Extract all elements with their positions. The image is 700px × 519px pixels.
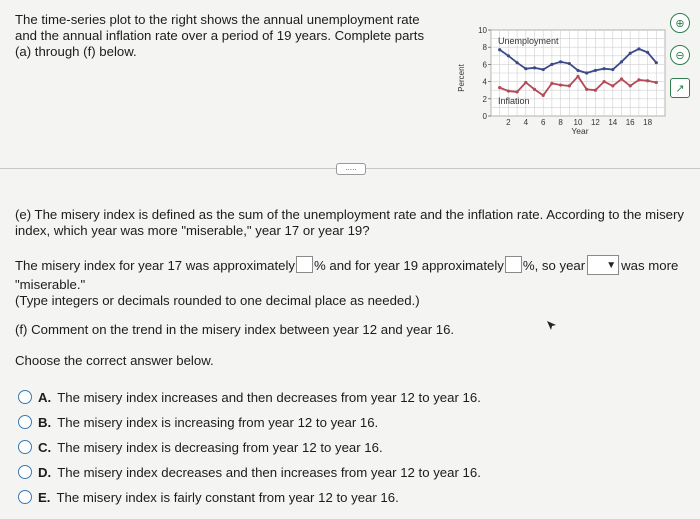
x-tick-label: 10 — [573, 118, 583, 127]
part-f-instruction: Choose the correct answer below. — [15, 353, 214, 368]
series-point-1 — [655, 81, 658, 84]
time-series-chart — [455, 22, 680, 142]
series-point-0 — [637, 47, 640, 50]
series-point-0 — [611, 68, 614, 71]
chevron-down-icon: ▼ — [606, 260, 617, 271]
series-point-0 — [585, 71, 588, 74]
series-point-1 — [646, 79, 649, 82]
zoom-out-icon[interactable]: ⊖ — [670, 45, 690, 65]
option-e[interactable]: E. The misery index is fairly constant from year 12 to year 16. — [18, 490, 399, 506]
radio-icon[interactable] — [18, 465, 32, 479]
series-point-0 — [516, 61, 519, 64]
series-point-1 — [637, 78, 640, 81]
series-point-1 — [568, 84, 571, 87]
x-axis-label: Year — [571, 126, 589, 136]
y-tick-label: 2 — [482, 94, 487, 104]
x-tick-label: 4 — [523, 118, 529, 127]
expand-dots-button[interactable]: ..... — [336, 163, 366, 175]
radio-icon[interactable] — [18, 440, 32, 454]
year-select-dropdown[interactable] — [587, 255, 619, 275]
series-point-1 — [576, 75, 579, 78]
series-point-0 — [568, 62, 571, 65]
part-e-answer-line — [15, 255, 678, 275]
x-tick-label: 6 — [540, 118, 546, 127]
intro-line: The time-series plot to the right shows the annual unemployment rate — [15, 12, 420, 27]
part-e-hint: (Type integers or decimals rounded to one decimal place as needed.) — [15, 293, 420, 308]
x-tick-label: 2 — [506, 118, 511, 127]
answer-pre-text: The misery index for year 17 was approximately — [15, 258, 295, 273]
series-point-1 — [585, 88, 588, 91]
answer-mid2-text: %, so year — [522, 258, 586, 273]
x-tick-label: 18 — [643, 118, 653, 127]
zoom-in-icon[interactable]: ⊕ — [670, 13, 690, 33]
intro-line: (a) through (f) below. — [15, 44, 137, 59]
x-tick-label: 16 — [625, 118, 635, 127]
series-point-1 — [629, 84, 632, 87]
series-point-0 — [576, 69, 579, 72]
series-point-1 — [533, 88, 536, 91]
series-point-0 — [620, 60, 623, 63]
series-point-1 — [559, 83, 562, 86]
series-point-1 — [498, 86, 501, 89]
series-point-0 — [498, 48, 501, 51]
answer-mid-text: % and for year 19 approximately — [313, 258, 504, 273]
mouse-cursor-icon — [546, 320, 558, 332]
series-point-1 — [516, 90, 519, 93]
legend-inflation: Inflation — [498, 96, 530, 106]
series-point-1 — [611, 84, 614, 87]
expand-icon[interactable]: ↗ — [670, 78, 690, 98]
y-tick-label: 10 — [478, 26, 487, 35]
series-point-0 — [507, 54, 510, 57]
option-a[interactable]: A. The misery index increases and then decreases from year 12 to year 16. — [18, 390, 481, 406]
option-d[interactable]: D. The misery index decreases and then increases from year 12 to year 16. — [18, 465, 481, 481]
series-point-0 — [629, 52, 632, 55]
series-point-0 — [559, 60, 562, 63]
series-point-0 — [550, 63, 553, 66]
series-point-1 — [507, 89, 510, 92]
series-point-0 — [603, 67, 606, 70]
series-point-1 — [550, 82, 553, 85]
x-tick-label: 8 — [558, 118, 563, 127]
series-point-0 — [542, 68, 545, 71]
series-point-1 — [524, 81, 527, 84]
intro-line: and the annual inflation rate over a period of 19 years. Complete parts — [15, 28, 425, 43]
option-c[interactable]: C. The misery index is decreasing from year 12 to year 16. — [18, 440, 383, 456]
radio-icon[interactable] — [18, 390, 32, 404]
series-point-0 — [533, 66, 536, 69]
y-tick-label: 8 — [482, 43, 487, 53]
series-point-0 — [594, 69, 597, 72]
option-b[interactable]: B. The misery index is increasing from year 12 to year 16. — [18, 415, 378, 431]
x-tick-label: 12 — [590, 118, 600, 127]
y-axis-label: Percent — [457, 64, 466, 92]
legend-unemployment: Unemployment — [498, 36, 559, 46]
y-tick-label: 0 — [482, 112, 487, 121]
series-point-1 — [603, 80, 606, 83]
radio-icon[interactable] — [18, 415, 32, 429]
series-point-1 — [594, 89, 597, 92]
series-point-1 — [620, 77, 623, 80]
y-tick-label: 6 — [482, 60, 487, 70]
answer-post-text: was more — [621, 258, 679, 273]
y-tick-label: 4 — [482, 77, 487, 87]
x-tick-label: 14 — [608, 118, 618, 127]
series-point-0 — [646, 51, 649, 54]
series-point-0 — [524, 67, 527, 70]
part-f-question: (f) Comment on the trend in the misery index between year 12 and year 16. — [15, 322, 455, 337]
answer-line2-text: "miserable." — [15, 277, 86, 292]
series-point-1 — [542, 94, 545, 97]
part-e-question-line1: (e) The misery index is defined as the sum of the unemployment rate and the inflation rate. According to the misery — [15, 207, 685, 222]
intro-text — [15, 12, 435, 60]
radio-icon[interactable] — [18, 490, 32, 504]
part-e-question-line2: index, which year was more "miserable," year 17 or year 19? — [15, 223, 370, 238]
year17-index-input[interactable] — [296, 256, 313, 273]
series-point-0 — [655, 61, 658, 64]
year19-index-input[interactable] — [505, 256, 522, 273]
